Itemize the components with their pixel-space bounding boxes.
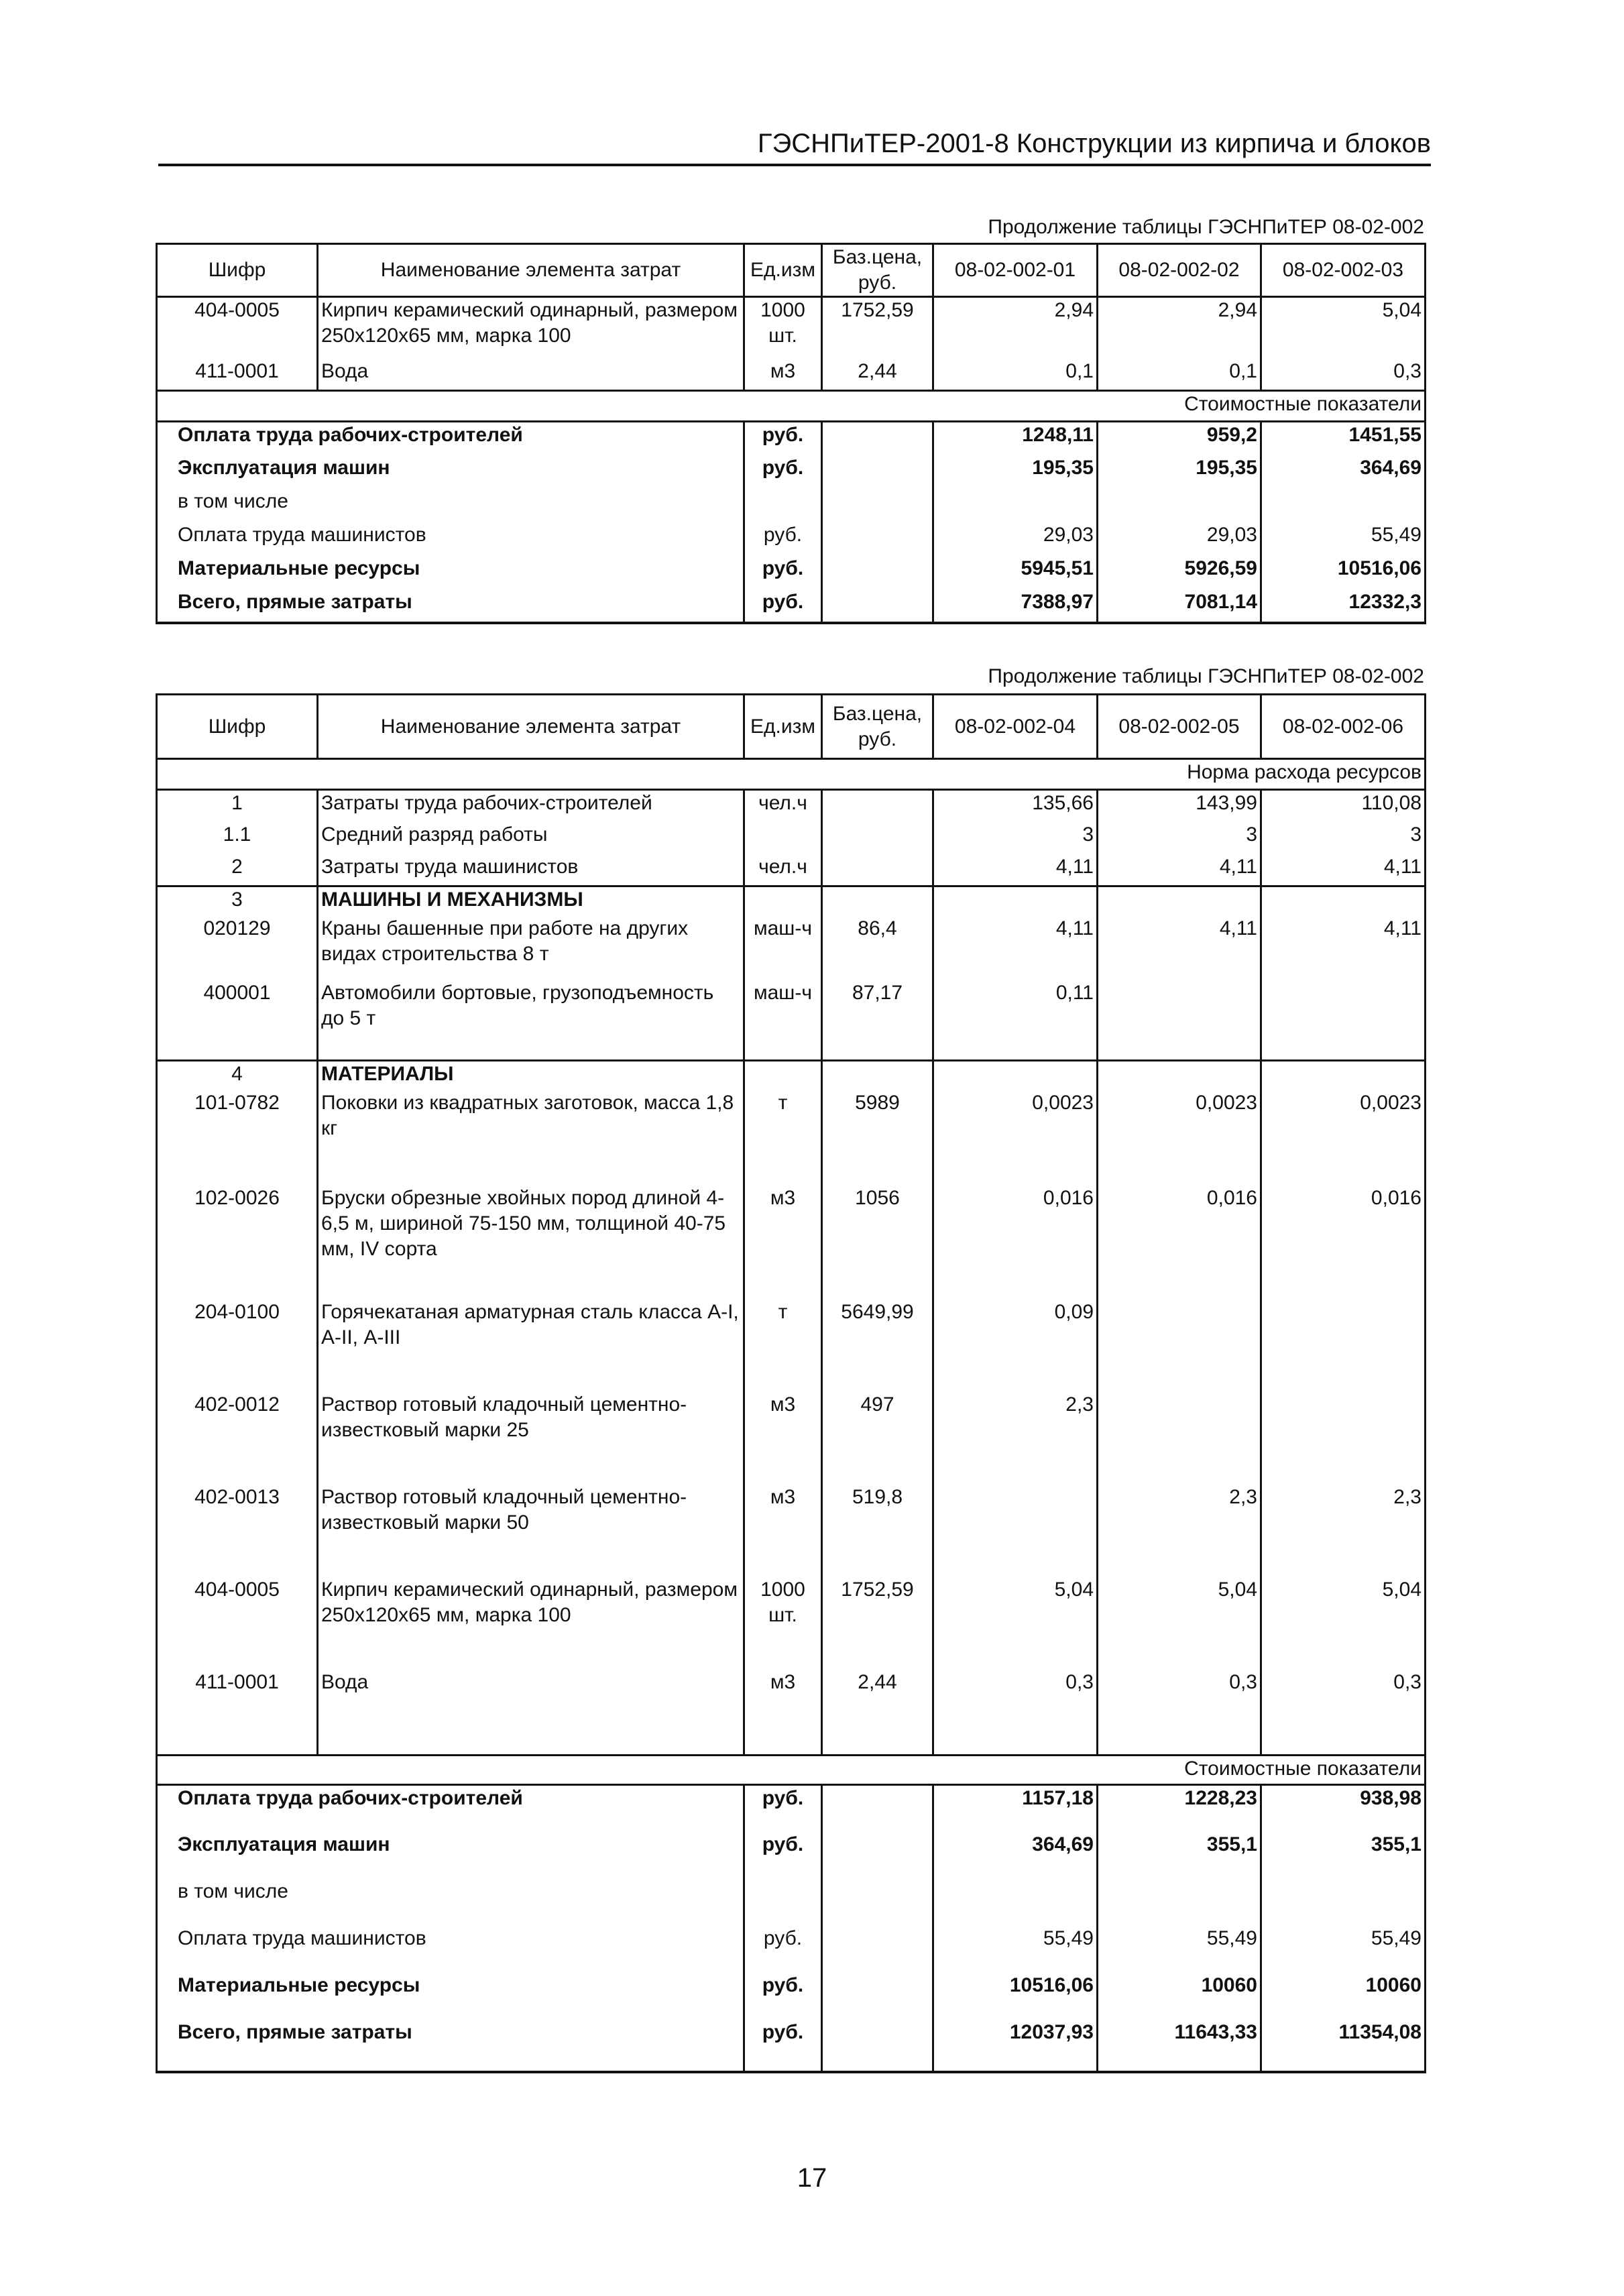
resource-value-3: [1261, 1061, 1426, 1090]
col-header-price: Баз.цена, руб.: [822, 695, 933, 759]
cost-unit: руб.: [744, 1785, 822, 1832]
table-row: [157, 980, 1426, 1061]
page-header-title: ГЭСНПиТЕР-2001-8 Конструкции из кирпича и блоков: [757, 129, 1431, 158]
resource-code: 411-0001: [157, 1670, 318, 1756]
resource-base-price: 1056: [822, 1186, 933, 1300]
cost-value-2: 195,35: [1098, 455, 1261, 489]
cost-value-2: 355,1: [1098, 1832, 1261, 1879]
resource-code: 204-0100: [157, 1300, 318, 1392]
col-header-unit: Ед.изм: [744, 244, 822, 297]
resource-value-1: 4,11: [933, 854, 1098, 886]
table-row: [157, 1577, 1426, 1670]
cost-value-2: 10060: [1098, 1973, 1261, 2020]
resource-value-3: 2,3: [1261, 1485, 1426, 1577]
cost-value-1: 195,35: [933, 455, 1098, 489]
cost-value-1: 55,49: [933, 1926, 1098, 1973]
resource-value-2: [1098, 1300, 1261, 1392]
resource-value-3: 0,3: [1261, 359, 1426, 391]
resource-name: Поковки из квадратных заготовок, масса 1,8 кг: [318, 1090, 744, 1186]
cost-value-1: 5945,51: [933, 556, 1098, 589]
resource-base-price: [822, 886, 933, 916]
resource-code: 402-0012: [157, 1392, 318, 1485]
table-row: [157, 1090, 1426, 1186]
cost-unit: руб.: [744, 1926, 822, 1973]
table-row: [157, 790, 1426, 822]
cost-name: Оплата труда рабочих-строителей: [157, 1785, 744, 1832]
col-header-code: Шифр: [157, 695, 318, 759]
cost-value-1: 29,03: [933, 522, 1098, 556]
resource-value-2: 0,3: [1098, 1670, 1261, 1756]
cost-unit: руб.: [744, 2020, 822, 2072]
cost-base-price-empty: [822, 2020, 933, 2072]
cost-unit: руб.: [744, 422, 822, 455]
cost-value-3: 1451,55: [1261, 422, 1426, 455]
norm-section-title: [157, 759, 1426, 790]
header-row: [157, 244, 1426, 297]
resource-unit: 1000 шт.: [744, 297, 822, 359]
resource-name: Затраты труда машинистов: [318, 854, 744, 886]
table1-caption: Продолжение таблицы ГЭСНПиТЕР 08-02-002: [988, 216, 1424, 238]
resource-name: Автомобили бортовые, грузоподъемность до 5 т: [318, 980, 744, 1061]
resource-value-1: [933, 886, 1098, 916]
resource-value-1: 3: [933, 822, 1098, 854]
resource-base-price: 87,17: [822, 980, 933, 1061]
cost-value-2: 11643,33: [1098, 2020, 1261, 2072]
resource-name: Затраты труда рабочих-строителей: [318, 790, 744, 822]
cost-value-3: 12332,3: [1261, 589, 1426, 623]
resource-base-price: 2,44: [822, 1670, 933, 1756]
resource-unit: маш-ч: [744, 916, 822, 980]
resource-code: 411-0001: [157, 359, 318, 391]
cost-value-1: 364,69: [933, 1832, 1098, 1879]
cost-value-1: 1157,18: [933, 1785, 1098, 1832]
cost-section-title: [157, 1756, 1426, 1785]
resource-value-3: 3: [1261, 822, 1426, 854]
cost-value-2: 959,2: [1098, 422, 1261, 455]
cost-unit: руб.: [744, 556, 822, 589]
cost-name: в том числе: [157, 1879, 744, 1926]
cost-row: [157, 589, 1426, 623]
col-header-v1: 08-02-002-01: [933, 244, 1098, 297]
resource-value-2: 4,11: [1098, 854, 1261, 886]
table-row: [157, 359, 1426, 391]
table-row: [157, 1670, 1426, 1756]
cost-value-1: [933, 489, 1098, 522]
cost-base-price-empty: [822, 556, 933, 589]
cost-value-3: 10516,06: [1261, 556, 1426, 589]
resource-name: Краны башенные при работе на других видах строительства 8 т: [318, 916, 744, 980]
resource-value-1: 0,1: [933, 359, 1098, 391]
col-header-v3: 08-02-002-03: [1261, 244, 1426, 297]
resource-value-2: 0,016: [1098, 1186, 1261, 1300]
cost-value-1: [933, 1879, 1098, 1926]
resource-code: 020129: [157, 916, 318, 980]
cost-section-title: [157, 391, 1426, 422]
cost-value-2: 7081,14: [1098, 589, 1261, 623]
resource-code: 400001: [157, 980, 318, 1061]
resource-value-1: [933, 1485, 1098, 1577]
col-header-code: Шифр: [157, 244, 318, 297]
resource-base-price: 1752,59: [822, 297, 933, 359]
resource-value-2: [1098, 886, 1261, 916]
resource-name: Кирпич керамический одинарный, размером 250х120х65 мм, марка 100: [318, 297, 744, 359]
resource-table-1: [156, 243, 1426, 624]
cost-unit: руб.: [744, 1973, 822, 2020]
resource-value-3: [1261, 980, 1426, 1061]
resource-base-price: [822, 790, 933, 822]
resource-unit: м3: [744, 359, 822, 391]
resource-base-price: [822, 822, 933, 854]
resource-code: 101-0782: [157, 1090, 318, 1186]
resource-base-price: [822, 1061, 933, 1090]
col-header-unit: Ед.изм: [744, 695, 822, 759]
resource-value-2: 2,3: [1098, 1485, 1261, 1577]
cost-name: Материальные ресурсы: [157, 556, 744, 589]
table-row: [157, 822, 1426, 854]
table-row: [157, 1392, 1426, 1485]
resource-value-1: 5,04: [933, 1577, 1098, 1670]
resource-value-1: 0,09: [933, 1300, 1098, 1392]
cost-row: [157, 455, 1426, 489]
resource-base-price: 497: [822, 1392, 933, 1485]
resource-value-1: 0,11: [933, 980, 1098, 1061]
col-header-name: Наименование элемента затрат: [318, 695, 744, 759]
resource-name: МАШИНЫ И МЕХАНИЗМЫ: [318, 886, 744, 916]
resource-value-1: 4,11: [933, 916, 1098, 980]
resource-code: 2: [157, 854, 318, 886]
cost-value-3: 55,49: [1261, 522, 1426, 556]
cost-base-price-empty: [822, 422, 933, 455]
resource-value-1: 0,016: [933, 1186, 1098, 1300]
resource-unit: м3: [744, 1392, 822, 1485]
resource-base-price: 5649,99: [822, 1300, 933, 1392]
cost-unit: руб.: [744, 455, 822, 489]
cost-section-title-label: Стоимостные показатели: [157, 1756, 1426, 1785]
resource-base-price: 2,44: [822, 359, 933, 391]
resource-value-3: 0,0023: [1261, 1090, 1426, 1186]
resource-value-2: 0,1: [1098, 359, 1261, 391]
resource-code: 402-0013: [157, 1485, 318, 1577]
cost-base-price-empty: [822, 522, 933, 556]
resource-value-3: 0,016: [1261, 1186, 1426, 1300]
cost-row: [157, 489, 1426, 522]
resource-base-price: [822, 854, 933, 886]
cost-row: [157, 522, 1426, 556]
resource-value-2: 3: [1098, 822, 1261, 854]
cost-value-1: 7388,97: [933, 589, 1098, 623]
cost-value-3: 11354,08: [1261, 2020, 1426, 2072]
cost-value-3: 10060: [1261, 1973, 1426, 2020]
resource-value-3: [1261, 1300, 1426, 1392]
resource-value-3: [1261, 1392, 1426, 1485]
table-row: [157, 854, 1426, 886]
resource-name: Раствор готовый кладочный цементно-известковый марки 25: [318, 1392, 744, 1485]
resource-unit: т: [744, 1090, 822, 1186]
resource-value-1: 2,94: [933, 297, 1098, 359]
col-header-name: Наименование элемента затрат: [318, 244, 744, 297]
resource-value-2: [1098, 1392, 1261, 1485]
cost-base-price-empty: [822, 1879, 933, 1926]
resource-value-1: 0,3: [933, 1670, 1098, 1756]
cost-name: в том числе: [157, 489, 744, 522]
resource-value-2: 0,0023: [1098, 1090, 1261, 1186]
cost-section-title-label: Стоимостные показатели: [157, 391, 1426, 422]
resource-value-2: [1098, 980, 1261, 1061]
cost-value-2: 5926,59: [1098, 556, 1261, 589]
cost-name: Эксплуатация машин: [157, 1832, 744, 1879]
cost-base-price-empty: [822, 1926, 933, 1973]
resource-value-1: [933, 1061, 1098, 1090]
header-rule: [158, 164, 1431, 166]
col-header-v1: 08-02-002-04: [933, 695, 1098, 759]
resource-code: 3: [157, 886, 318, 916]
cost-unit: руб.: [744, 522, 822, 556]
resource-name: Кирпич керамический одинарный, размером 250х120х65 мм, марка 100: [318, 1577, 744, 1670]
resource-value-1: 135,66: [933, 790, 1098, 822]
table-row: [157, 886, 1426, 916]
cost-unit: [744, 489, 822, 522]
resource-value-2: [1098, 1061, 1261, 1090]
resource-name: Бруски обрезные хвойных пород длиной 4-6,5 м, шириной 75-150 мм, толщиной 40-75 мм, IV сорта: [318, 1186, 744, 1300]
resource-name: МАТЕРИАЛЫ: [318, 1061, 744, 1090]
col-header-price: Баз.цена, руб.: [822, 244, 933, 297]
cost-name: Материальные ресурсы: [157, 1973, 744, 2020]
cost-name: Всего, прямые затраты: [157, 2020, 744, 2072]
cost-value-3: 938,98: [1261, 1785, 1426, 1832]
resource-value-3: 5,04: [1261, 297, 1426, 359]
resource-value-3: [1261, 886, 1426, 916]
cost-row: [157, 1879, 1426, 1926]
cost-value-3: 355,1: [1261, 1832, 1426, 1879]
resource-code: 102-0026: [157, 1186, 318, 1300]
cost-row: [157, 1973, 1426, 2020]
table-row: [157, 1485, 1426, 1577]
resource-value-3: 110,08: [1261, 790, 1426, 822]
resource-code: 404-0005: [157, 297, 318, 359]
resource-unit: [744, 1061, 822, 1090]
cost-base-price-empty: [822, 589, 933, 623]
resource-value-3: 4,11: [1261, 854, 1426, 886]
table-row: [157, 297, 1426, 359]
cost-base-price-empty: [822, 1832, 933, 1879]
resource-table-2: [156, 693, 1426, 2073]
resource-value-3: 4,11: [1261, 916, 1426, 980]
cost-row: [157, 422, 1426, 455]
table-row: [157, 1186, 1426, 1300]
cost-value-3: 55,49: [1261, 1926, 1426, 1973]
cost-value-2: 1228,23: [1098, 1785, 1261, 1832]
cost-value-2: [1098, 489, 1261, 522]
cost-name: Оплата труда машинистов: [157, 522, 744, 556]
cost-value-2: [1098, 1879, 1261, 1926]
resource-unit: м3: [744, 1670, 822, 1756]
cost-value-2: 29,03: [1098, 522, 1261, 556]
cost-base-price-empty: [822, 1785, 933, 1832]
cost-unit: руб.: [744, 1832, 822, 1879]
resource-name: Средний разряд работы: [318, 822, 744, 854]
resource-value-2: 4,11: [1098, 916, 1261, 980]
resource-value-2: 143,99: [1098, 790, 1261, 822]
resource-code: 1.1: [157, 822, 318, 854]
resource-base-price: 519,8: [822, 1485, 933, 1577]
cost-row: [157, 2020, 1426, 2072]
table-row: [157, 1061, 1426, 1090]
resource-base-price: 1752,59: [822, 1577, 933, 1670]
cost-value-1: 1248,11: [933, 422, 1098, 455]
table-row: [157, 1300, 1426, 1392]
resource-value-2: 2,94: [1098, 297, 1261, 359]
resource-name: Раствор готовый кладочный цементно-известковый марки 50: [318, 1485, 744, 1577]
cost-value-3: [1261, 489, 1426, 522]
col-header-v2: 08-02-002-05: [1098, 695, 1261, 759]
page-number: 17: [797, 2163, 827, 2193]
cost-value-2: 55,49: [1098, 1926, 1261, 1973]
resource-value-1: 2,3: [933, 1392, 1098, 1485]
cost-value-3: [1261, 1879, 1426, 1926]
cost-row: [157, 1926, 1426, 1973]
resource-base-price: 5989: [822, 1090, 933, 1186]
resource-unit: м3: [744, 1485, 822, 1577]
table-row: [157, 916, 1426, 980]
resource-unit: 1000 шт.: [744, 1577, 822, 1670]
cost-name: Всего, прямые затраты: [157, 589, 744, 623]
resource-name: Вода: [318, 359, 744, 391]
resource-name: Вода: [318, 1670, 744, 1756]
col-header-v3: 08-02-002-06: [1261, 695, 1426, 759]
resource-code: 404-0005: [157, 1577, 318, 1670]
resource-unit: [744, 822, 822, 854]
resource-unit: [744, 886, 822, 916]
resource-code: 4: [157, 1061, 318, 1090]
cost-value-1: 10516,06: [933, 1973, 1098, 2020]
resource-value-1: 0,0023: [933, 1090, 1098, 1186]
cost-value-3: 364,69: [1261, 455, 1426, 489]
norm-section-title-label: Норма расхода ресурсов: [157, 759, 1426, 790]
cost-unit: [744, 1879, 822, 1926]
cost-base-price-empty: [822, 455, 933, 489]
cost-base-price-empty: [822, 489, 933, 522]
cost-name: Эксплуатация машин: [157, 455, 744, 489]
table2-caption: Продолжение таблицы ГЭСНПиТЕР 08-02-002: [988, 665, 1424, 687]
col-header-v2: 08-02-002-02: [1098, 244, 1261, 297]
resource-code: 1: [157, 790, 318, 822]
cost-row: [157, 556, 1426, 589]
resource-unit: м3: [744, 1186, 822, 1300]
cost-name: Оплата труда рабочих-строителей: [157, 422, 744, 455]
resource-name: Горячекатаная арматурная сталь класса А-I, А-II, А-III: [318, 1300, 744, 1392]
resource-value-3: 0,3: [1261, 1670, 1426, 1756]
cost-value-1: 12037,93: [933, 2020, 1098, 2072]
resource-unit: маш-ч: [744, 980, 822, 1061]
cost-unit: руб.: [744, 589, 822, 623]
resource-value-2: 5,04: [1098, 1577, 1261, 1670]
resource-base-price: 86,4: [822, 916, 933, 980]
header-row: [157, 695, 1426, 759]
resource-unit: чел.ч: [744, 790, 822, 822]
resource-unit: т: [744, 1300, 822, 1392]
cost-row: [157, 1785, 1426, 1832]
cost-name: Оплата труда машинистов: [157, 1926, 744, 1973]
cost-row: [157, 1832, 1426, 1879]
cost-base-price-empty: [822, 1973, 933, 2020]
resource-unit: чел.ч: [744, 854, 822, 886]
resource-value-3: 5,04: [1261, 1577, 1426, 1670]
